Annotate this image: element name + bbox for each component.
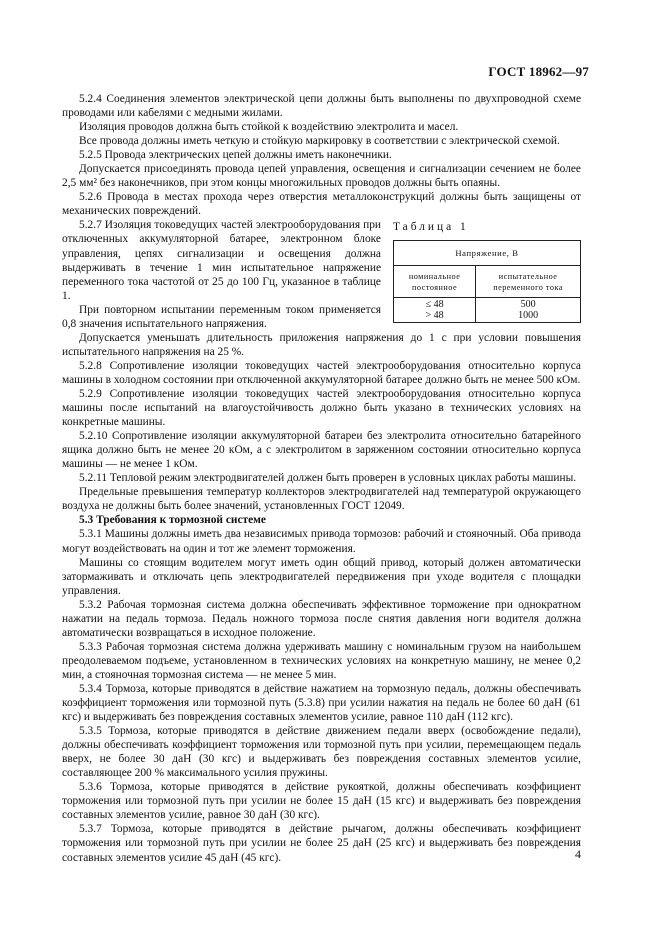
document-body <box>62 92 581 865</box>
table-1-col-nominal: номинальное постоянное <box>394 266 476 298</box>
paragraph-5-2-8: 5.2.8 Сопротивление изоляции токоведущих частей электрооборудования относительно корпуса машины в холодном состоянии при отключенной аккумуляторной батарее должно быть не менее 500 кОм. <box>62 359 581 386</box>
standard-code-header: ГОСТ 18962—97 <box>488 64 589 79</box>
table-1-block <box>393 218 581 323</box>
paragraph-5-3-2: 5.3.2 Рабочая тормозная система должна обеспечивать эффективное торможение при однократном нажатии на педаль тормоза. Педаль ножного тормоза после снятия давления ноги водителя должна автоматически возвращаться в исходное положение. <box>62 598 581 639</box>
paragraph-insulation: Изоляция проводов должна быть стойкой к воздействию электролита и масел. <box>79 121 459 134</box>
section-heading-5-3: 5.3 Требования к тормозной системе <box>79 514 266 527</box>
page-number: 4 <box>575 847 581 861</box>
paragraph-5-3-7: 5.3.7 Тормоза, которые приводятся в действие рычагом, должны обеспечивать коэффициент торможения или тормозной путь при усилии не более 25 даН (25 кгс) и выдерживать без повреждения составных элементов усилие 45 даН (45 кгс). <box>62 823 581 864</box>
paragraph-5-3-1: 5.3.1 Машины должны иметь два независимых привода тормозов: рабочий и стояночный. Оба привода могут воздействовать на один и тот же элемент торможения. <box>62 528 581 555</box>
table-1-header: Напряжение, В <box>394 241 581 266</box>
paragraph-5-3-4: 5.3.4 Тормоза, которые приводятся в действие нажатием на тормозную педаль, должны обеспечивать коэффициент торможения или тормозной путь (5.3.8) при усилии нажатия на педаль не более 60 даН (61 кгс) и выдерживать без повреждения составных элементов усилие, равное 110 даН (112 кгс). <box>62 682 581 724</box>
paragraph-5-3-5: 5.3.5 Тормоза, которые приводятся в действие движением педали вверх (освобождение педали), должны обеспечивать коэффициент торможения или тормозной путь при усилии, перемещающем педаль вверх, не более 30 даН (30 кгс) и выдерживать без повреждения составных элементов усилие, составляющее 200 % максимального усилия пружины. <box>62 725 581 780</box>
table-1-nominal-values: ≤ 48 > 48 <box>394 298 476 323</box>
table-1-test-values: 500 1000 <box>476 298 581 323</box>
table-1-title: Таблица 1 <box>393 221 469 234</box>
paragraph-5-3-6: 5.3.6 Тормоза, которые приводятся в действие рукояткой, должны обеспечивать коэффициент торможения или тормозной путь при усилии не более 15 даН (15 кгс) и выдерживать без повреждения составных элементов усилие, равное 30 даН (30 кгс). <box>62 781 581 822</box>
table-1-col-test: испытательное переменного тока <box>476 266 581 298</box>
paragraph-marking: Все провода должны иметь четкую и стойкую маркировку в соответствии с электрической схемой. <box>79 135 560 148</box>
paragraph-duration: Допускается уменьшать длительность приложения напряжения до 1 с при условии повышения испытательного напряжения на 25 %. <box>62 331 581 358</box>
paragraph-5-2-7: 5.2.7 Изоляция токоведущих частей электрооборудования при отключенных аккумуляторной батарее, электронном блоке управления, цепях сигнализации и освещения должна выдерживать в течение 1 мин испытательное напряжение переменного тока частотой от 25 до 100 Гц, указанное в таблице 1. <box>62 219 381 302</box>
paragraph-5-2-6: 5.2.6 Провода в местах прохода через отверстия металлоконструкций должны быть защищены от механических повреждений. <box>62 191 581 218</box>
paragraph-5-2-4: 5.2.4 Соединения элементов электрической цепи должны быть выполнены по двухпроводной схеме проводами или кабелями с медными жилами. <box>62 93 581 120</box>
table-1 <box>393 240 581 323</box>
paragraph-5-2-5: 5.2.5 Провода электрических цепей должны иметь наконечники. <box>79 149 392 162</box>
paragraph-5-2-9: 5.2.9 Сопротивление изоляции токоведущих частей электрооборудования относительно корпуса машины после испытаний на влагоустойчивость должно быть указано в технических условиях на конкретные машины. <box>62 387 581 429</box>
paragraph-5-2-11: 5.2.11 Тепловой режим электродвигателей должен быть проверен в условных циклах работы машины. <box>79 472 577 485</box>
paragraph-temperature-limits: Предельные превышения температур коллекторов электродвигателей над температурой окружающего воздуха не должны быть более значений, установленных ГОСТ 12049. <box>62 486 581 513</box>
paragraph-5-2-10: 5.2.10 Сопротивление изоляции аккумуляторной батареи без электролита относительно батарейного ящика должно быть не менее 20 кОм, а с электролитом в заряженном состоянии относительно корпуса машины — не менее 1 кОм. <box>62 430 581 471</box>
paragraph-standing-driver: Машины со стоящим водителем могут иметь один общий привод, который должен автоматически затормаживать и отключать цепь электродвигателей передвижения при уходе водителя с площадки управления. <box>62 556 581 597</box>
paragraph-repeat-test: При повторном испытании переменным током применяется 0,8 значения испытательного напряжения. <box>62 303 381 330</box>
paragraph-allowance: Допускается присоединять провода цепей управления, освещения и сигнализации сечением не более 2,5 мм² без наконечников, при этом концы многожильных проводов должны быть опаяны. <box>62 163 581 190</box>
paragraph-5-3-3: 5.3.3 Рабочая тормозная система должна удерживать машину с номинальным грузом на наибольшем преодолеваемом подъеме, установленном в технических условиях на конкретную машину, не менее 0,2 мин, а стояночная тормозная система — не менее 5 мин. <box>62 640 581 681</box>
